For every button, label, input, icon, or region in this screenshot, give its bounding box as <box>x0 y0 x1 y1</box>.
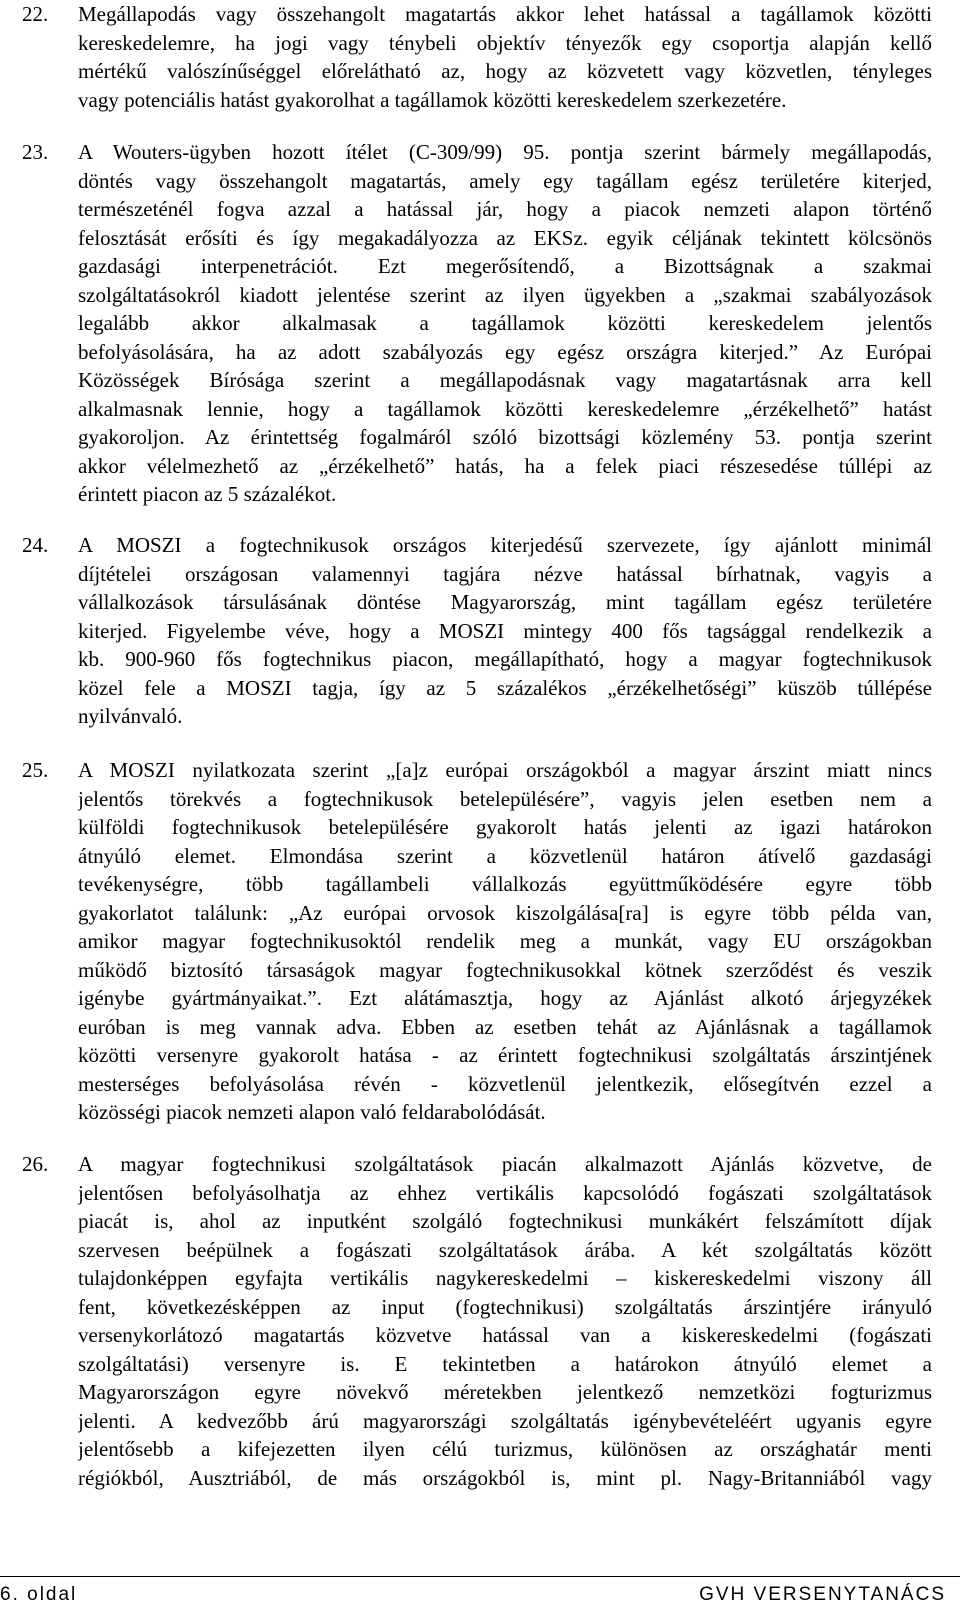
text-line: átnyúló elemet. Elmondása szerint a közvetlenül határon átívelő gazdasági <box>78 843 932 868</box>
footer-divider <box>0 1576 960 1577</box>
paragraph-26 <box>22 1150 932 1492</box>
text-line: kiterjed. Figyelembe véve, hogy a MOSZI mintegy 400 fős tagsággal rendelkezik a <box>78 618 932 643</box>
text-line: jelentősen befolyásolhatja az ehhez vertikális kapcsolódó fogászati szolgáltatások <box>78 1180 932 1205</box>
text-line: akkor vélelmezhető az „érzékelhető” hatás, ha a felek piaci részesedése túllépi az <box>78 453 932 478</box>
text-line: fent, következésképpen az input (fogtechnikusi) szolgáltatás árszintjére irányuló <box>78 1294 932 1319</box>
text-line: gazdasági interpenetrációt. Ezt megerősítendő, a Bizottságnak a szakmai <box>78 254 932 278</box>
paragraph-24 <box>22 531 932 731</box>
text-line: közel fele a MOSZI tagja, így az 5 százalékos „érzékelhetőségi” küszöb túllépése <box>78 675 932 700</box>
text-line: szolgáltatási) versenyre is. E tekintetben a határokon átnyúló elemet a <box>78 1351 932 1376</box>
text-line: díjtételei országosan valamennyi tagjára nézve hatással bírhatnak, vagyis a <box>78 561 932 586</box>
text-line: A MOSZI nyilatkozata szerint „[a]z európai országokból a magyar árszint miatt nincs <box>78 758 932 782</box>
text-line: legalább akkor alkalmasak a tagállamok közötti kereskedelem jelentős <box>78 311 932 335</box>
text-line: jelentősebb a kifejezetten ilyen célú turizmus, különösen az országhatár menti <box>78 1437 932 1461</box>
text-line: vagy potenciális hatást gyakorolhat a tagállamok közötti kereskedelem szerkezetére. <box>78 87 787 112</box>
text-line: külföldi fogtechnikusok betelepülésére gyakorolt hatás jelenti az igazi határokon <box>78 815 932 839</box>
text-line: szolgáltatásokról kiadott jelentése szerint az ilyen ügyekben a „szakmai szabályozások <box>78 282 932 307</box>
text-line: euróban is meg vannak adva. Ebben az esetben tehát az Ajánlásnak a tagállamok <box>78 1014 932 1039</box>
text-line: mértékű valószínűséggel előrelátható az, hogy az közvetett vagy közvetlen, tényleges <box>78 59 932 83</box>
text-line: alkalmasnak lennie, hogy a tagállamok közötti kereskedelemre „érzékelhető” hatást <box>78 396 932 421</box>
text-line: tevékenységre, több tagállambeli vállalkozás együttműködésére egyre több <box>78 872 932 896</box>
text-line: kb. 900-960 fős fogtechnikus piacon, megállapítható, hogy a magyar fogtechnikusok <box>78 647 932 671</box>
text-line: közötti versenyre gyakorolt hatása - az érintett fogtechnikusi szolgáltatás árszintjének <box>78 1043 932 1067</box>
text-line: befolyásolására, ha az adott szabályozás egy egész országra kiterjed.” Az Európai <box>78 339 932 364</box>
text-line: szervesen beépülnek a fogászati szolgáltatások árába. A két szolgáltatás között <box>78 1237 932 1262</box>
paragraph-number: 26. <box>22 1152 49 1176</box>
text-line: A Wouters-ügyben hozott ítélet (C-309/99) 95. pontja szerint bármely megállapodás, <box>78 140 932 164</box>
text-line: érintett piacon az 5 százalékot. <box>78 482 337 506</box>
text-line: kereskedelemre, ha jogi vagy ténybeli objektív tényezők egy csoportja alapján kellő <box>78 30 932 55</box>
text-line: versenykorlátozó magatartás közvetve hatással van a kiskereskedelmi (fogászati <box>78 1323 932 1347</box>
text-line: A magyar fogtechnikusi szolgáltatások piacán alkalmazott Ajánlás közvetve, de <box>78 1152 932 1176</box>
text-line: Megállapodás vagy összehangolt magatartás akkor lehet hatással a tagállamok közötti <box>78 2 932 26</box>
text-line: amikor magyar fogtechnikusoktól rendelik meg a munkát, vagy EU országokban <box>78 929 932 953</box>
text-line: természeténél fogva azzal a hatással jár, hogy a piacok nemzeti alapon történő <box>78 197 932 221</box>
text-line: A MOSZI a fogtechnikusok országos kiterjedésű szervezete, így ajánlott minimál <box>78 533 932 557</box>
text-line: jelenti. A kedvezőbb árú magyarországi szolgáltatás igénybevételéért ugyanis egyre <box>78 1408 932 1433</box>
paragraph-number: 25. <box>22 758 49 782</box>
text-line: gyakoroljon. Az érintettség fogalmáról szóló bizottsági közlemény 53. pontja szerint <box>78 425 932 449</box>
paragraph-23 <box>22 138 932 509</box>
paragraph-number: 22. <box>22 2 49 26</box>
text-line: döntés vagy összehangolt magatartás, amely egy tagállam egész területére kiterjed, <box>78 168 932 193</box>
text-line: piacát is, ahol az inputként szolgáló fogtechnikusi munkákért felszámított díjak <box>78 1209 932 1233</box>
organization-label: GVH VERSENYTANÁCS <box>699 1584 946 1605</box>
page-number-label: 6. oldal <box>0 1584 78 1605</box>
text-line: tulajdonképpen egyfajta vertikális nagykereskedelmi – kiskereskedelmi viszony áll <box>78 1266 932 1290</box>
text-line: régiókból, Ausztriából, de más országokból is, mint pl. Nagy-Britanniából vagy <box>78 1465 932 1490</box>
text-line: igénybe gyártmányaikat.”. Ezt alátámasztja, hogy az Ajánlást alkotó árjegyzékek <box>78 986 932 1010</box>
text-line: mesterséges befolyásolása révén - közvetlenül jelentkezik, elősegítvén ezzel a <box>78 1071 932 1096</box>
text-line: gyakorlatot találunk: „Az európai orvosok kiszolgálása[ra] is egyre több példa van, <box>78 900 932 925</box>
paragraph-number: 23. <box>22 140 49 164</box>
text-line: működő biztosító társaságok magyar fogtechnikusokkal kötnek szerződést és veszik <box>78 957 932 982</box>
text-line: felosztását erősíti és így megakadályozza az EKSz. egyik céljának tekintett kölcsönös <box>78 225 932 250</box>
text-line: közösségi piacok nemzeti alapon való feldarabolódását. <box>78 1100 546 1124</box>
text-line: Magyarországon egyre növekvő méretekben jelentkező nemzetközi fogturizmus <box>78 1380 932 1404</box>
text-line: jelentős törekvés a fogtechnikusok betelepülésére”, vagyis jelen esetben nem a <box>78 786 932 811</box>
text-line: nyilvánvaló. <box>78 704 183 728</box>
text-line: Közösségek Bírósága szerint a megállapodásnak vagy magatartásnak arra kell <box>78 368 932 392</box>
paragraph-number: 24. <box>22 533 49 557</box>
text-line: vállalkozások társulásának döntése Magyarország, mint tagállam egész területére <box>78 590 932 614</box>
paragraph-22 <box>22 0 932 114</box>
paragraph-25 <box>22 756 932 1127</box>
